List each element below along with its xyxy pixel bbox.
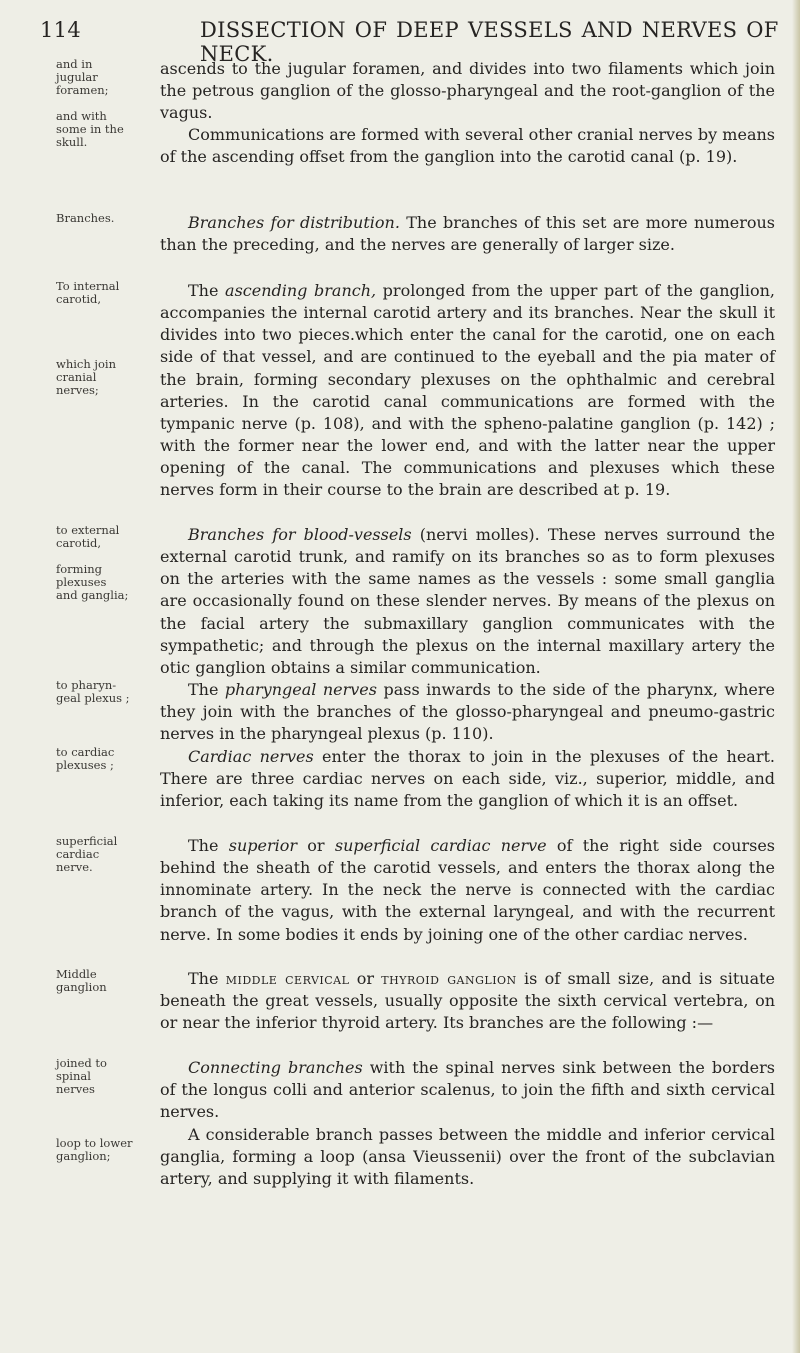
running-title: DISSECTION OF DEEP VESSELS AND NERVES OF NECK. — [200, 18, 779, 66]
margin-note-line: to pharyn- — [56, 678, 117, 692]
margin-note-line — [56, 332, 156, 345]
margin-note-line: some in the — [56, 122, 124, 136]
margin-note-line: ganglion; — [56, 1149, 111, 1163]
italic-run: Branches for blood-vessels — [188, 525, 412, 544]
margin-note — [56, 835, 156, 874]
italic-run: Connecting branches — [188, 1058, 363, 1077]
margin-note-line — [56, 306, 156, 319]
text-run: of the right side courses behind the sheath of the carotid vessels, and enters the thorax along the innominate artery. In the neck the nerve is connected with the cardiac branch of the vagus, with the external laryngeal, and with the recurrent nerve. In some bodies it ends by joining one of the other cardiac nerves. — [160, 836, 776, 944]
margin-note — [56, 746, 156, 772]
italic-run: superior — [228, 836, 298, 855]
body-paragraph — [160, 58, 775, 124]
margin-note-line: To internal — [56, 279, 120, 293]
margin-note — [56, 524, 156, 602]
body-paragraph — [160, 280, 775, 502]
text-run: ascends to the jugular foramen, and divides into two filaments which join the petrous ganglion of the glosso-pharyngeal and the root-ganglion of the vagus. — [160, 59, 775, 123]
margin-note-line — [56, 319, 156, 332]
text-run: or — [349, 969, 382, 988]
margin-note-line: nerves; — [56, 383, 99, 397]
text-run: (nervi molles). These nerves surround the external carotid trunk, and ramify on its branches so as to form plexuses on the arteries with the same names as the vessels : some small ganglia are occasionally found on these slender nerves. By means of the plexus on the facial artery the submaxillary ganglion communicates with the sympathetic; and through the plexus on the internal maxillary artery the otic ganglion obtains a similar communication. — [160, 525, 775, 677]
body-paragraph — [160, 835, 775, 946]
body-paragraph — [160, 212, 775, 256]
margin-note-line: ganglion — [56, 980, 107, 994]
margin-note-line: forming — [56, 562, 103, 576]
text-run: is of small size, and is situate beneath the great vessels, usually opposite the sixth cervical vertebra, on or near the inferior thyroid artery. Its branches are the following :— — [160, 969, 776, 1033]
margin-note — [56, 1057, 156, 1096]
italic-run: Branches for distribution. — [188, 213, 400, 232]
page-edge-shadow — [792, 0, 800, 1353]
margin-note-line: and ganglia; — [56, 588, 129, 602]
margin-note-line: plexuses — [56, 575, 107, 589]
margin-note-line: carotid, — [56, 292, 102, 306]
italic-run: Cardiac nerves — [188, 747, 314, 766]
margin-note-line: loop to lower — [56, 1136, 133, 1150]
text-run: The branches of this set are more numerous than the preceding, and the nerves are generally of larger size. — [160, 213, 776, 255]
body-paragraph — [160, 124, 775, 168]
text-run: The — [188, 836, 229, 855]
small-caps-run: middle cervical — [225, 969, 350, 988]
margin-note-line: superficial — [56, 834, 118, 848]
margin-note-line: which join — [56, 357, 117, 371]
margin-note-line: jugular — [56, 70, 98, 84]
margin-note — [56, 58, 156, 149]
margin-note-line: spinal — [56, 1069, 91, 1083]
body-paragraph — [160, 746, 775, 812]
text-run: The — [188, 680, 225, 699]
margin-note-line: Middle — [56, 967, 97, 981]
margin-note-line: geal plexus ; — [56, 691, 130, 705]
margin-note-line: and with — [56, 109, 107, 123]
margin-note-line: to cardiac — [56, 745, 115, 759]
text-run: pass inwards to the side of the pharynx, where they join with the branches of the glosso-pharyngeal and pneumo-gastric nerves in the pharyngeal plexus (p. 110). — [160, 680, 776, 744]
margin-note — [56, 280, 156, 397]
text-run: with the spinal nerves sink between the borders of the longus colli and anterior scalenus, to join the fifth and sixth cervical nerves. — [160, 1058, 776, 1122]
page-number: 114 — [40, 18, 81, 42]
text-run: The — [188, 281, 226, 300]
margin-note-line: to external — [56, 523, 120, 537]
margin-note-line: nerve. — [56, 860, 93, 874]
body-paragraph — [160, 679, 775, 745]
italic-run: ascending branch, — [225, 281, 377, 300]
text-run: Communications are formed with several other cranial nerves by means of the ascending offset from the ganglion into the carotid canal (p. 19). — [160, 125, 775, 167]
body-paragraph — [160, 1057, 775, 1123]
text-run: or — [297, 836, 335, 855]
italic-run: superficial cardiac nerve — [334, 836, 547, 855]
text-run: enter the thorax to join in the plexuses of the heart. There are three cardiac nerves on each side, viz., superior, middle, and inferior, each taking its name from the ganglion of which it is an offset. — [160, 747, 776, 811]
margin-note — [56, 212, 156, 225]
margin-note — [56, 968, 156, 994]
margin-note-line: nerves — [56, 1082, 95, 1096]
margin-note-line: and in — [56, 57, 93, 71]
margin-note — [56, 679, 156, 705]
margin-note-line: skull. — [56, 135, 88, 149]
text-run: A considerable branch passes between the middle and inferior cervical ganglia, forming a loop (ansa Vieussenii) over the front of the subclavian artery, and supplying it with filaments. — [160, 1125, 775, 1189]
margin-note-line: Branches. — [56, 211, 115, 225]
margin-note-line: cardiac — [56, 847, 100, 861]
margin-note-line: plexuses ; — [56, 758, 114, 772]
margin-note-line: carotid, — [56, 536, 102, 550]
text-run: prolonged from the upper part of the ganglion, accompanies the internal carotid artery and its branches. Near the skull it divides into two pieces.which enter the canal for the carotid, one on each side of that vessel, and are continued to the eyeball and the pia mater of the brain, forming secondary plexuses on the ophthalmic and cerebral arteries. In the carotid canal communications are formed with the tympanic nerve (p. 108), and with the spheno-palatine ganglion (p. 142) ; with the former near the lower end, and with the latter near the upper opening of the canal. The communications and plexuses which these nerves form in their course to the brain are described at p. 19. — [160, 281, 775, 500]
margin-note-line: foramen; — [56, 83, 109, 97]
margin-note-line: cranial — [56, 370, 97, 384]
body-paragraph — [160, 968, 775, 1034]
italic-run: pharyngeal nerves — [224, 680, 377, 699]
body-paragraph — [160, 1124, 775, 1190]
body-paragraph — [160, 524, 775, 679]
margin-note-line: joined to — [56, 1056, 107, 1070]
small-caps-run: thyroid ganglion — [381, 969, 517, 988]
text-run: The — [188, 969, 226, 988]
margin-note — [56, 1124, 156, 1163]
